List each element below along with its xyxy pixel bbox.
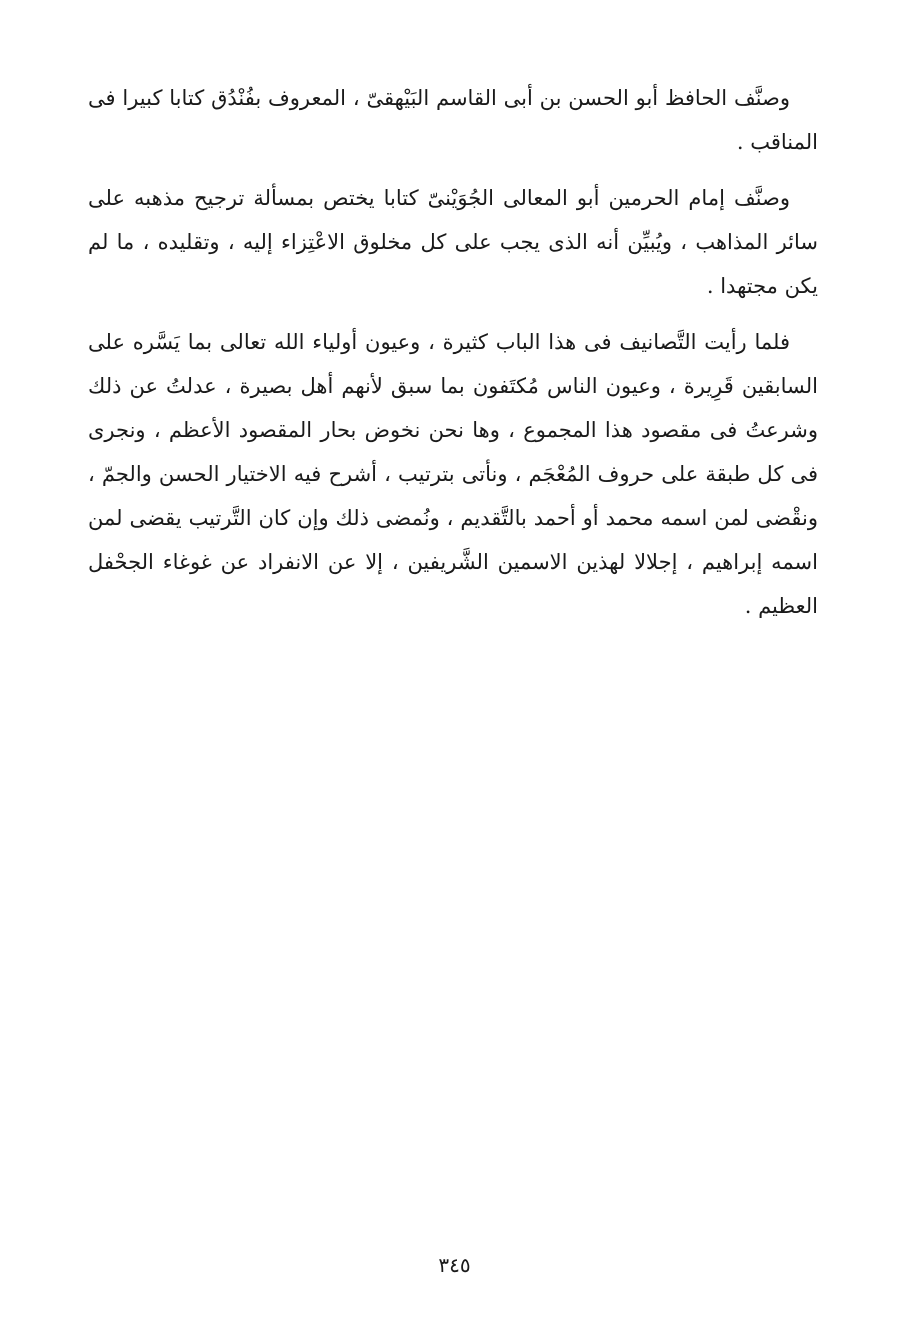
body-text (88, 76, 818, 640)
paragraph-3: فلما رأيت التَّصانيف فى هذا الباب كثيرة ، وعيون أولياء الله تعالى بما يَسَّره على السابقين قَرِيرة ، وعيون الناس مُكتَفون بما سبق لأنهم أهل بصيرة ، عدلتُ عن ذلك وشرعتُ فى مقصود هذا المجموع ، وها نحن نخوض بحار المقصود الأعظم ، ونجرى فى كل طبقة على حروف المُعْجَم ، ونأتى بترتيب ، أشرح فيه الاختيار الحسن والجمّ ، ونقْضى لمن اسمه محمد أو أحمد بالتَّقديم ، ونُمضى ذلك وإن كان التَّرتيب يقضى لمن اسمه إبراهيم ، إجلالا لهذين الاسمين الشَّريفين ، إلا عن الانفراد عن غوغاء الجحْفل العظيم . (88, 330, 818, 618)
paragraph-2: وصنَّف إمام الحرمين أبو المعالى الجُوَيْنىّ كتابا يختص بمسألة ترجيح مذهبه على سائر المذاهب ، ويُبيِّن أنه الذى يجب على كل مخلوق الاعْتِزاء إليه ، وتقليده ، ما لم يكن مجتهدا . (88, 186, 818, 298)
paragraph-1: وصنَّف الحافظ أبو الحسن بن أبى القاسم البَيْهقىّ ، المعروف بفُنْدُق كتابا كبيرا فى المناقب . (88, 86, 818, 154)
page-number: ٣٤٥ (438, 1253, 471, 1277)
